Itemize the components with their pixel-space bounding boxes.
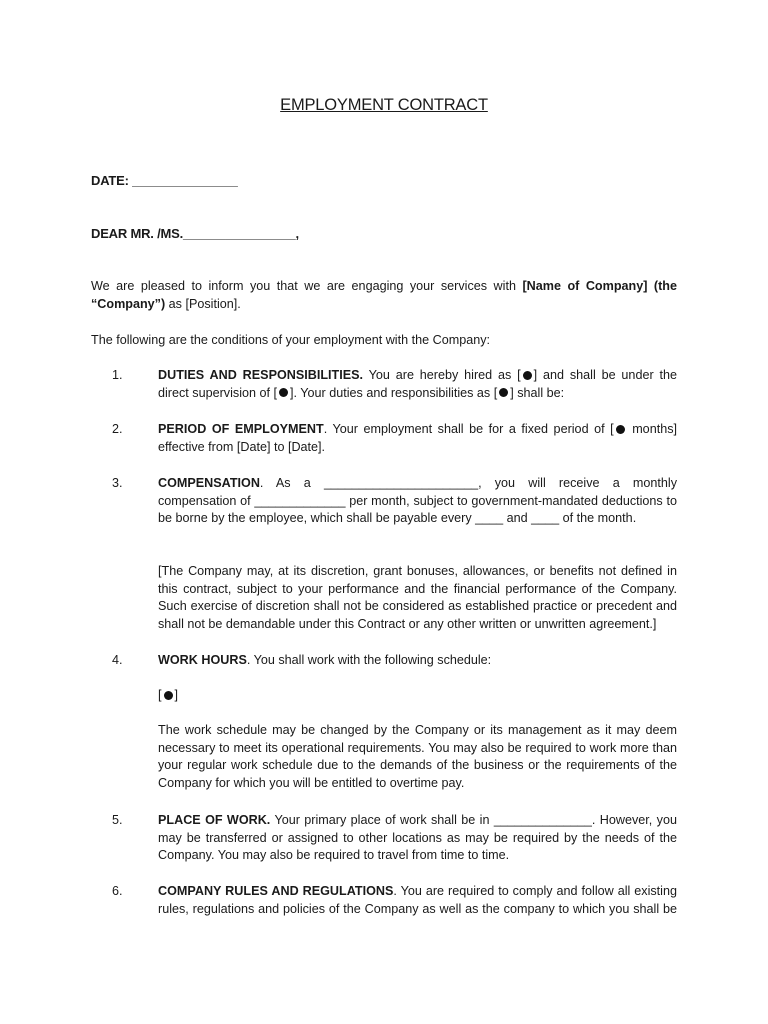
clause-number: 6.	[112, 884, 123, 898]
clause-heading: PERIOD OF EMPLOYMENT	[158, 422, 324, 436]
clause-number: 2.	[112, 422, 123, 436]
clause-body: ] and shall be under the direct supervision of [	[158, 368, 677, 400]
clause-body: . You are required to comply and follow all existing rules, regulations and policies of the Company as well as the company to which you shall be	[158, 884, 677, 916]
intro-text-after: as [Position].	[165, 296, 241, 311]
document-title: EMPLOYMENT CONTRACT	[280, 96, 488, 114]
clause-heading: COMPENSATION	[158, 476, 260, 490]
clause-text	[158, 883, 677, 918]
schedule-placeholder	[158, 687, 677, 705]
clause-body: ] shall be:	[510, 385, 565, 400]
clause-number: 4.	[112, 653, 123, 667]
clause-body: ]. Your duties and responsibilities as [	[290, 385, 498, 400]
bullet-placeholder-icon	[279, 388, 288, 397]
clause-body: Your primary place of work shall be in ______________. However, you may be transferred or assigned to other locations as may be required by the needs of the Company. You may also be required to travel from time to time.	[158, 813, 677, 862]
clause-text	[158, 367, 677, 402]
clause-heading: WORK HOURS	[158, 653, 247, 667]
clause-heading: DUTIES AND RESPONSIBILITIES.	[158, 368, 364, 382]
company-name-placeholder: [Name of Company] (the “Company”)	[91, 279, 677, 311]
work-schedule-note: The work schedule may be changed by the Company or its management as it may deem necessary to meet its operational requirements. You may also be required to work more than your regular work schedule due to the demands of the business or the requirements of the Company for which you will be entitled to overtime pay.	[158, 723, 677, 790]
clause-number: 3.	[112, 476, 123, 490]
bullet-placeholder-icon	[164, 691, 173, 700]
clause-text	[158, 812, 677, 865]
clause-body: . As a ______________________, you will receive a monthly compensation of _____________ per month, subject to government-mandated deductions to be borne by the employee, which shall be payable every ____ and ____ of the month.	[158, 476, 677, 525]
clause-body: . Your employment shall be for a fixed period of [	[323, 422, 614, 436]
clause-number: 5.	[112, 813, 123, 827]
intro-paragraph	[91, 278, 677, 313]
bracket-close: ]	[174, 688, 178, 702]
clause-text	[158, 652, 677, 670]
date-field: DATE: _______________	[91, 173, 238, 188]
clause-body: . You shall work with the following schedule:	[246, 653, 492, 667]
clause-number: 1.	[112, 368, 123, 382]
clause-heading: COMPANY RULES AND REGULATIONS	[158, 884, 394, 898]
bullet-placeholder-icon	[523, 371, 532, 380]
clause-body: You are hereby hired as [	[363, 368, 521, 382]
bracket-open: [	[158, 688, 162, 702]
bullet-placeholder-icon	[616, 425, 625, 434]
discretion-note: [The Company may, at its discretion, grant bonuses, allowances, or benefits not defined in this contract, subject to your performance and the financial performance of the Company. Such exercise of discretion shall not be considered as established practice or precedent and shall not be demandable under this Contract or any other written or unwritten agreement.]	[158, 564, 677, 631]
conditions-intro: The following are the conditions of your employment with the Company:	[91, 333, 491, 347]
clause-heading: PLACE OF WORK.	[158, 813, 271, 827]
clause-text	[158, 421, 677, 456]
salutation-field: DEAR MR. /MS.________________,	[91, 226, 299, 241]
clause-text	[158, 475, 677, 528]
clause-body: months] effective from [Date] to [Date].	[158, 422, 677, 454]
bullet-placeholder-icon	[499, 388, 508, 397]
intro-text-before: We are pleased to inform you that we are engaging your services with	[91, 279, 523, 293]
